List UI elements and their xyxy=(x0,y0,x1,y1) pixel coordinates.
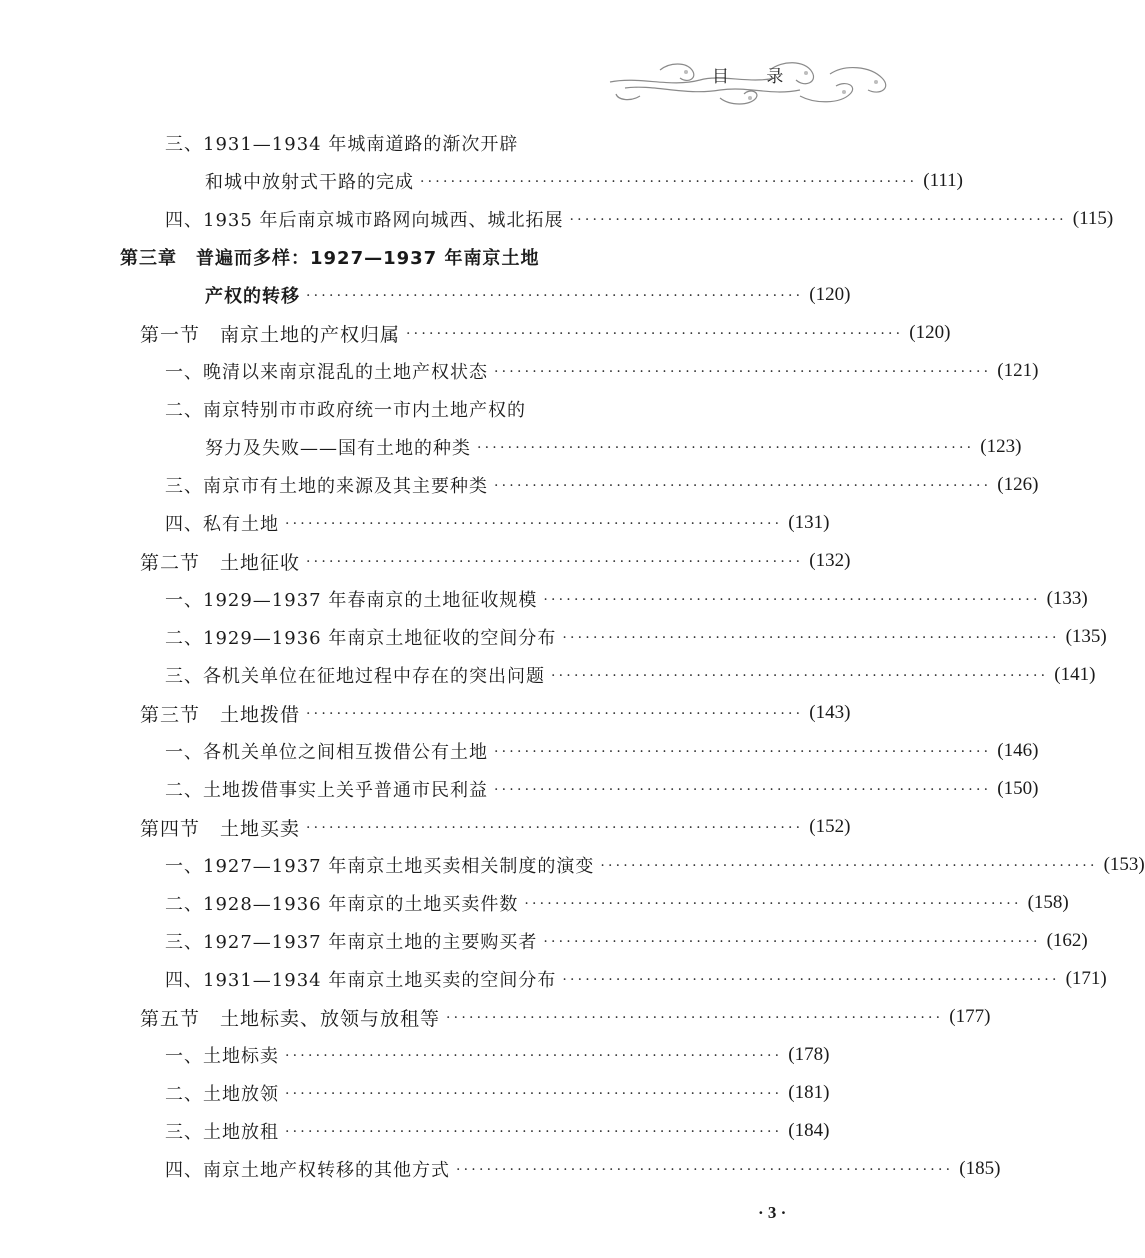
chapter-heading-cont[interactable] xyxy=(205,276,851,314)
chapter-heading[interactable] xyxy=(120,238,805,276)
entry-title: 二、1929—1936 年南京土地征收的空间分布 xyxy=(165,628,557,649)
entry-page: (115) xyxy=(1072,208,1114,229)
dot-leader: ································································· xyxy=(285,516,783,532)
dot-leader: ································································· xyxy=(446,1010,944,1026)
entry-page: (171) xyxy=(1065,968,1107,989)
entry-page: (123) xyxy=(980,436,1022,457)
entry-title: 一、土地标卖 xyxy=(165,1046,279,1067)
entry-title: 努力及失败——国有土地的种类 xyxy=(205,438,471,459)
dot-leader: ································································· xyxy=(600,858,1098,874)
entry-title: 和城中放射式干路的完成 xyxy=(205,172,414,193)
dot-leader: ································································· xyxy=(569,212,1067,228)
toc-entry[interactable] xyxy=(165,124,805,162)
entry-title: 二、1928—1936 年南京的土地买卖件数 xyxy=(165,894,519,915)
toc-entry[interactable] xyxy=(165,580,1088,618)
dot-leader: ································································· xyxy=(494,744,992,760)
entry-page: (131) xyxy=(788,512,830,533)
entry-title: 二、土地放领 xyxy=(165,1084,279,1105)
page-number: · 3 · xyxy=(758,1203,787,1222)
entry-title: 第一节 南京土地的产权归属 xyxy=(140,323,401,346)
entry-title: 三、1927—1937 年南京土地的主要购买者 xyxy=(165,932,538,953)
dot-leader: ································································· xyxy=(285,1048,783,1064)
dot-leader: ································································· xyxy=(551,668,1049,684)
entry-title: 三、南京市有土地的来源及其主要种类 xyxy=(165,476,488,497)
entry-page: (150) xyxy=(997,778,1039,799)
entry-page: (126) xyxy=(997,474,1039,495)
entry-page: (152) xyxy=(809,816,851,837)
entry-title: 三、各机关单位在征地过程中存在的突出问题 xyxy=(165,666,545,687)
entry-page: (146) xyxy=(997,740,1039,761)
header-title: 目 录 xyxy=(712,67,800,87)
dot-leader: ································································· xyxy=(306,820,804,836)
entry-page: (141) xyxy=(1054,664,1096,685)
dot-leader: ································································· xyxy=(306,288,804,304)
section-heading[interactable] xyxy=(140,694,851,732)
entry-page: (120) xyxy=(909,322,951,343)
entry-title: 第二节 土地征收 xyxy=(140,551,301,574)
dot-leader: ································································· xyxy=(543,592,1041,608)
entry-title: 四、1931—1934 年南京土地买卖的空间分布 xyxy=(165,970,557,991)
entry-title: 一、1927—1937 年南京土地买卖相关制度的演变 xyxy=(165,856,595,877)
toc-entry[interactable] xyxy=(165,922,1088,960)
dot-leader: ································································· xyxy=(420,174,918,190)
dot-leader: ································································· xyxy=(406,326,904,342)
entry-title: 第四节 土地买卖 xyxy=(140,817,301,840)
toc-entry[interactable] xyxy=(165,884,1069,922)
section-heading[interactable] xyxy=(140,998,991,1036)
toc-entry[interactable] xyxy=(165,200,1114,238)
entry-title: 四、1935 年后南京城市路网向城西、城北拓展 xyxy=(165,210,564,231)
entry-title: 产权的转移 xyxy=(205,286,300,307)
dot-leader: ································································· xyxy=(285,1124,783,1140)
entry-title: 一、1929—1937 年春南京的土地征收规模 xyxy=(165,590,538,611)
dot-leader: ································································· xyxy=(524,896,1022,912)
entry-page: (181) xyxy=(788,1082,830,1103)
entry-page: (178) xyxy=(788,1044,830,1065)
entry-page: (143) xyxy=(809,702,851,723)
dot-leader: ································································· xyxy=(543,934,1041,950)
entry-title: 四、私有土地 xyxy=(165,514,279,535)
section-heading[interactable] xyxy=(140,808,851,846)
entry-title: 一、晚清以来南京混乱的土地产权状态 xyxy=(165,362,488,383)
entry-page: (135) xyxy=(1065,626,1107,647)
entry-page: (111) xyxy=(923,170,964,191)
section-heading[interactable] xyxy=(140,314,951,352)
dot-leader: ································································· xyxy=(494,782,992,798)
entry-title: 第三节 土地拨借 xyxy=(140,703,301,726)
entry-page: (133) xyxy=(1046,588,1088,609)
entry-title: 二、土地拨借事实上关乎普通市民利益 xyxy=(165,780,488,801)
dot-leader: ································································· xyxy=(477,440,975,456)
entry-page: (162) xyxy=(1046,930,1088,951)
entry-title: 四、南京土地产权转移的其他方式 xyxy=(165,1160,450,1181)
toc-entry[interactable] xyxy=(165,960,1107,998)
toc-entry[interactable] xyxy=(165,846,1145,884)
toc-entry[interactable] xyxy=(165,656,1096,694)
toc-entry[interactable] xyxy=(165,1074,830,1112)
entry-page: (184) xyxy=(788,1120,830,1141)
running-header xyxy=(600,40,900,120)
dot-leader: ································································· xyxy=(285,1086,783,1102)
toc-entry[interactable] xyxy=(165,1112,830,1150)
section-heading[interactable] xyxy=(140,542,851,580)
toc-entry[interactable] xyxy=(165,732,1039,770)
dot-leader: ································································· xyxy=(456,1162,954,1178)
entry-page: (153) xyxy=(1103,854,1145,875)
entry-page: (121) xyxy=(997,360,1039,381)
dot-leader: ································································· xyxy=(562,972,1060,988)
entry-title: 一、各机关单位之间相互拨借公有土地 xyxy=(165,742,488,763)
dot-leader: ································································· xyxy=(494,478,992,494)
toc-entry[interactable] xyxy=(165,618,1107,656)
entry-page: (158) xyxy=(1027,892,1069,913)
entry-title: 三、土地放租 xyxy=(165,1122,279,1143)
toc-entry[interactable] xyxy=(165,1150,1001,1188)
entry-page: (177) xyxy=(949,1006,991,1027)
entry-page: (132) xyxy=(809,550,851,571)
toc-entry[interactable] xyxy=(205,428,1022,466)
entry-title: 三、1931—1934 年城南道路的渐次开辟 xyxy=(165,134,519,155)
entry-page: (120) xyxy=(809,284,851,305)
dot-leader: ································································· xyxy=(562,630,1060,646)
dot-leader: ································································· xyxy=(306,554,804,570)
entry-title: 第三章 普遍而多样：1927—1937 年南京土地 xyxy=(120,248,540,269)
entry-title: 二、南京特别市市政府统一市内土地产权的 xyxy=(165,400,526,421)
toc-entry[interactable] xyxy=(165,504,830,542)
dot-leader: ································································· xyxy=(494,364,992,380)
toc-entry[interactable] xyxy=(165,770,1039,808)
toc-entry[interactable] xyxy=(165,352,1039,390)
toc-entry[interactable] xyxy=(165,390,805,428)
entry-page: (185) xyxy=(959,1158,1001,1179)
entry-title: 第五节 土地标卖、放领与放租等 xyxy=(140,1007,441,1030)
toc-entry[interactable] xyxy=(165,1036,830,1074)
dot-leader: ································································· xyxy=(306,706,804,722)
toc-entry[interactable] xyxy=(165,466,1039,504)
toc-entry[interactable] xyxy=(205,162,964,200)
